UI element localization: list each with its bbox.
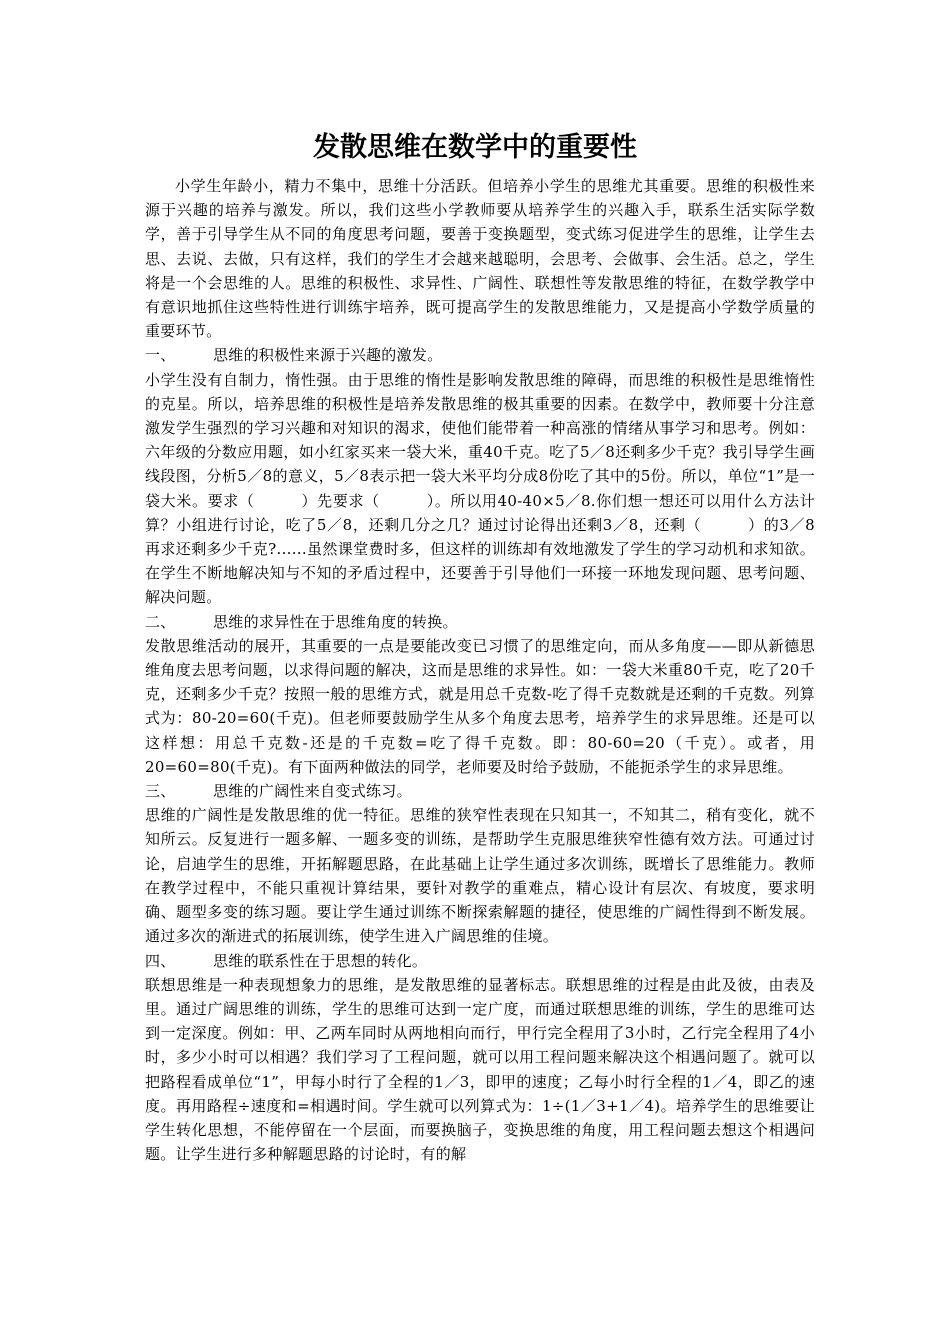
section-number: 二、 (145, 612, 176, 631)
section-heading-text: 思维的联系性在于思想的转化。 (213, 951, 428, 970)
section-heading-1 (145, 343, 815, 367)
section-heading-text: 思维的广阔性来自变式练习。 (213, 782, 412, 801)
section-heading-text: 思维的求异性在于思维角度的转换。 (213, 612, 458, 631)
section-heading-3 (145, 779, 815, 803)
section-paragraph-3: 思维的广阔性是发散思维的优一特征。思维的狭窄性表现在只知其一，不知其二，稍有变化，就不知所云。反复进行一题多解、一题多变的训练，是帮助学生克服思维狭窄性德有效方法。可通过讨论，启迪学生的思维，开拓解题思路，在此基础上让学生通过多次训练，既增长了思维能力。教师在教学过程中，不能只重视计算结果，要针对教学的重难点，精心设计有层次、有坡度，要求明确、题型多变的练习题。要让学生通过训练不断探索解题的捷径，使思维的广阔性得到不断发展。通过多次的渐进式的拓展训练，使学生进入广阔思维的佳境。 (145, 806, 815, 946)
section-heading-text: 思维的积极性来源于兴趣的激发。 (213, 346, 443, 365)
section-paragraph-1: 小学生没有自制力，惰性强。由于思维的惰性是影响发散思维的障碍，而思维的积极性是思维惰性的克星。所以，培养思维的积极性是培养发散思维的极其重要的因素。在数学中，教师要十分注意激发学生强烈的学习兴趣和对知识的渴求，使他们能带着一种高涨的情绪从事学习和思考。例如：六年级的分数应用题，如小红家买来一袋大米，重40千克。吃了5／8还剩多少千克？我引导学生画线段图，分析5／8的意义，5／8表示把一袋大米平均分成8份吃了其中的5份。所以，单位“1”是一袋大米。要求（ ）先要求（ ）。所以用40-40×5／8.你们想一想还可以用什么方法计算？小组进行讨论，吃了5／8，还剩几分之几？通过讨论得出还剩3／8，还剩（ ）的3／8再求还剩多少千克?......虽然课堂费时多，但这样的训练却有效地激发了学生的学习动机和求知欲。在学生不断地解决知与不知的矛盾过程中，还要善于引导他们一环接一环地发现问题、思考问题、解决问题。 (145, 370, 815, 607)
section-heading-4 (145, 949, 815, 973)
section-number: 三、 (145, 782, 176, 801)
section-paragraph-2: 发散思维活动的展开，其重要的一点是要能改变已习惯了的思维定向，而从多角度——即从新德思维角度去思考问题，以求得问题的解决，这而是思维的求异性。如：一袋大米重80千克，吃了20千克，还剩多少千克？按照一般的思维方式，就是用总千克数-吃了得千克数就是还剩的千克数。列算式为：80-20=60(千克)。但老师要鼓励学生从多个角度去思考，培养学生的求异思维。还是可以这样想：用总千克数-还是的千克数=吃了得千克数。即：80-60=20（千克）。或者，用20=60=80(千克)。有下面两种做法的同学，老师要及时给予鼓励，不能扼杀学生的求异思维。 (145, 636, 815, 776)
document-title: 发散思维在数学中的重要性 (313, 132, 637, 163)
section-heading-2 (145, 610, 815, 634)
section-number: 一、 (145, 346, 176, 365)
section-paragraph-4: 联想思维是一种表现想象力的思维，是发散思维的显著标志。联想思维的过程是由此及彼，由表及里。通过广阔思维的训练，学生的思维可达到一定广度，而通过联想思维的训练，学生的思维可达到一定深度。例如：甲、乙两车同时从两地相向而行，甲行完全程用了3小时，乙行完全程用了4小时，多少小时可以相遇？我们学习了工程问题，就可以用工程问题来解决这个相遇问题了。就可以把路程看成单位“1”，甲每小时行了全程的1／3，即甲的速度；乙每小时行全程的1／4，即乙的速度。再用路程÷速度和=相遇时间。学生就可以列算式为：1÷(1／3+1／4)。培养学生的思维要让学生转化思想，不能停留在一个层面，而要换脑子，变换思维的角度，用工程问题去想这个相遇问题。让学生进行多种解题思路的讨论时，有的解 (145, 975, 815, 1164)
section-number: 四、 (145, 951, 176, 970)
document-body (145, 174, 815, 1166)
intro-paragraph: 小学生年龄小，精力不集中，思维十分活跃。但培养小学生的思维尤其重要。思维的积极性来源于兴趣的培养与激发。所以，我们这些小学教师要从培养学生的兴趣入手，联系生活实际学数学，善于引导学生从不同的角度思考问题，要善于变换题型，变式练习促进学生的思维，让学生去思、去说、去做，只有这样，我们的学生才会越来越聪明，会思考、会做事、会生活。总之，学生将是一个会思维的人。思维的积极性、求异性、广阔性、联想性等发散思维的特征，在数学教学中有意识地抓住这些特性进行训练宇培养，既可提高学生的发散思维能力，又是提高小学数学质量的重要环节。 (145, 177, 815, 341)
